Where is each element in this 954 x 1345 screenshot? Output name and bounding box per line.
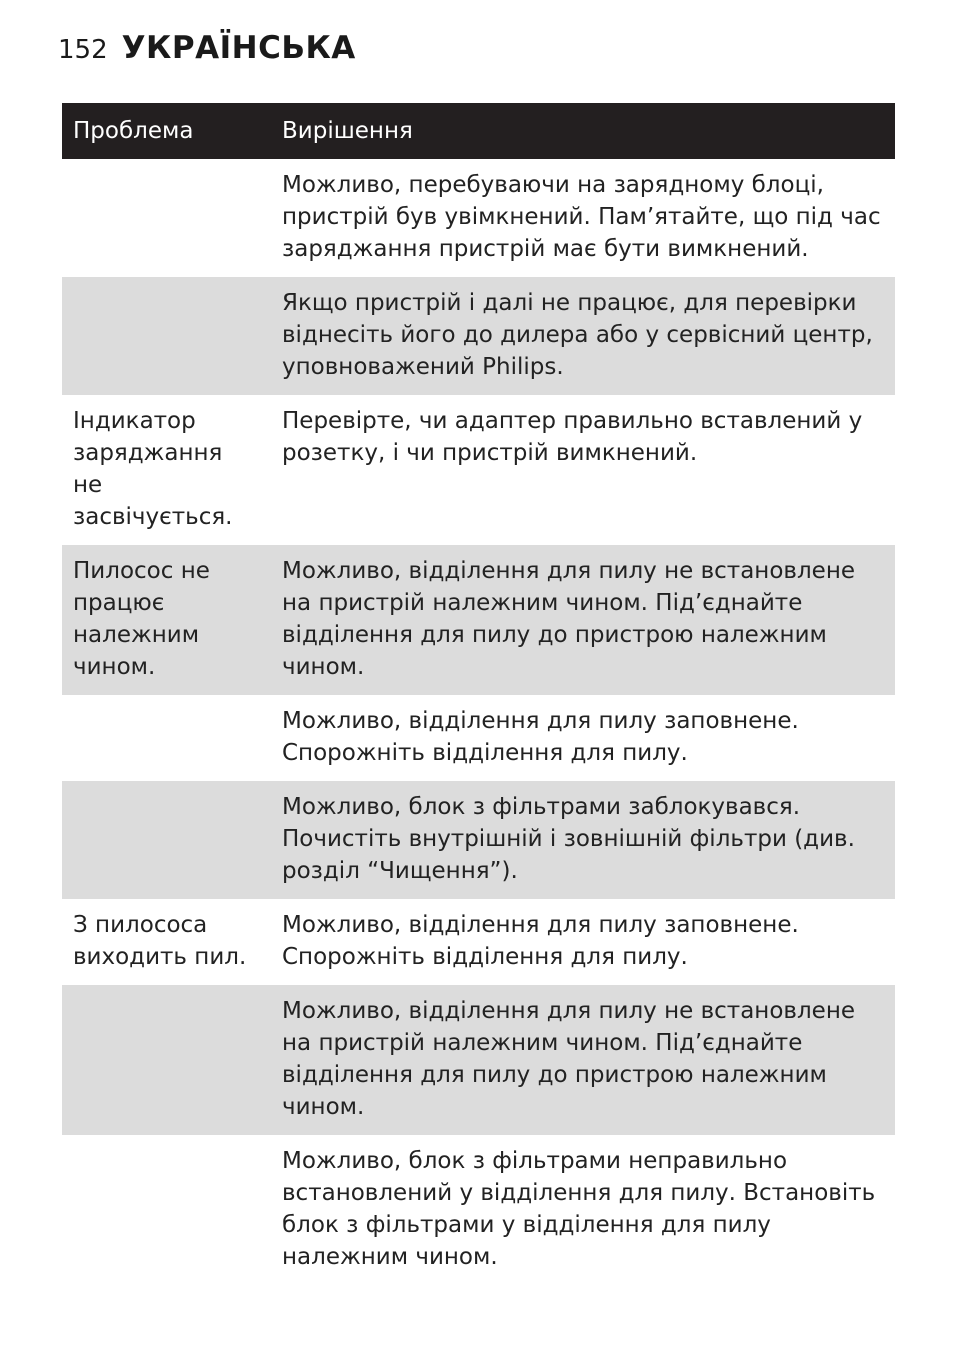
table-row (62, 277, 895, 395)
solution-cell: Можливо, відділення для пилу заповнене. Спорожніть відділення для пилу. (282, 708, 799, 766)
solution-cell: Можливо, блок з фільтрами заблокувався. Почистіть внутрішній і зовнішній фільтри (див. розділ “Чищення”). (272, 781, 895, 899)
solution-cell: Можливо, відділення для пилу не встановлене на пристрій належним чином. Під’єднайте відділення для пилу до пристрою належним чином. (272, 985, 895, 1135)
column-header-solution: Вирішення (272, 103, 895, 159)
problem-cell (62, 277, 272, 395)
solution-cell: Якщо пристрій і далі не працює, для перевірки віднесіть його до дилера або у сервісний центр, уповноважений Philips. (272, 277, 895, 395)
problem-cell: Пилосос не працює належним чином. (62, 545, 272, 695)
table-row (62, 395, 895, 545)
problem-cell (62, 159, 272, 277)
table-row (62, 899, 895, 985)
solution-cell: Можливо, блок з фільтрами неправильно встановлений у відділення для пилу. Встановіть блок з фільтрами у відділення для пилу належним чином. (282, 1148, 876, 1270)
solution-cell: Можливо, перебуваючи на зарядному блоці, пристрій був увімкнений. Пам’ятайте, що під час заряджання пристрій має бути вимкнений. (282, 172, 881, 262)
column-header-problem: Проблема (62, 103, 272, 159)
problem-cell (62, 985, 272, 1135)
problem-cell (62, 781, 272, 899)
table-row (62, 695, 895, 781)
page-number: 152 (58, 35, 108, 65)
table-row (62, 781, 895, 899)
table-row (62, 159, 895, 277)
table-row (62, 1135, 895, 1285)
problem-cell (62, 695, 272, 781)
problem-cell (62, 1135, 272, 1285)
solution-cell: Можливо, відділення для пилу заповнене. Спорожніть відділення для пилу. (282, 912, 799, 970)
page-header (58, 30, 356, 78)
table-row (62, 545, 895, 695)
problem-cell: Індикатор заряджання не засвічується. (73, 408, 233, 530)
table-row (62, 985, 895, 1135)
problem-cell: З пилососа виходить пил. (73, 912, 247, 970)
page-language-title: УКРАЇНСЬКА (121, 30, 356, 66)
solution-cell: Можливо, відділення для пилу не встановлене на пристрій належним чином. Під’єднайте відділення для пилу до пристрою належним чином. (272, 545, 895, 695)
solution-cell: Перевірте, чи адаптер правильно вставлений у розетку, і чи пристрій вимкнений. (282, 408, 863, 466)
troubleshooting-table (62, 103, 895, 1285)
table-header-row (62, 103, 895, 159)
